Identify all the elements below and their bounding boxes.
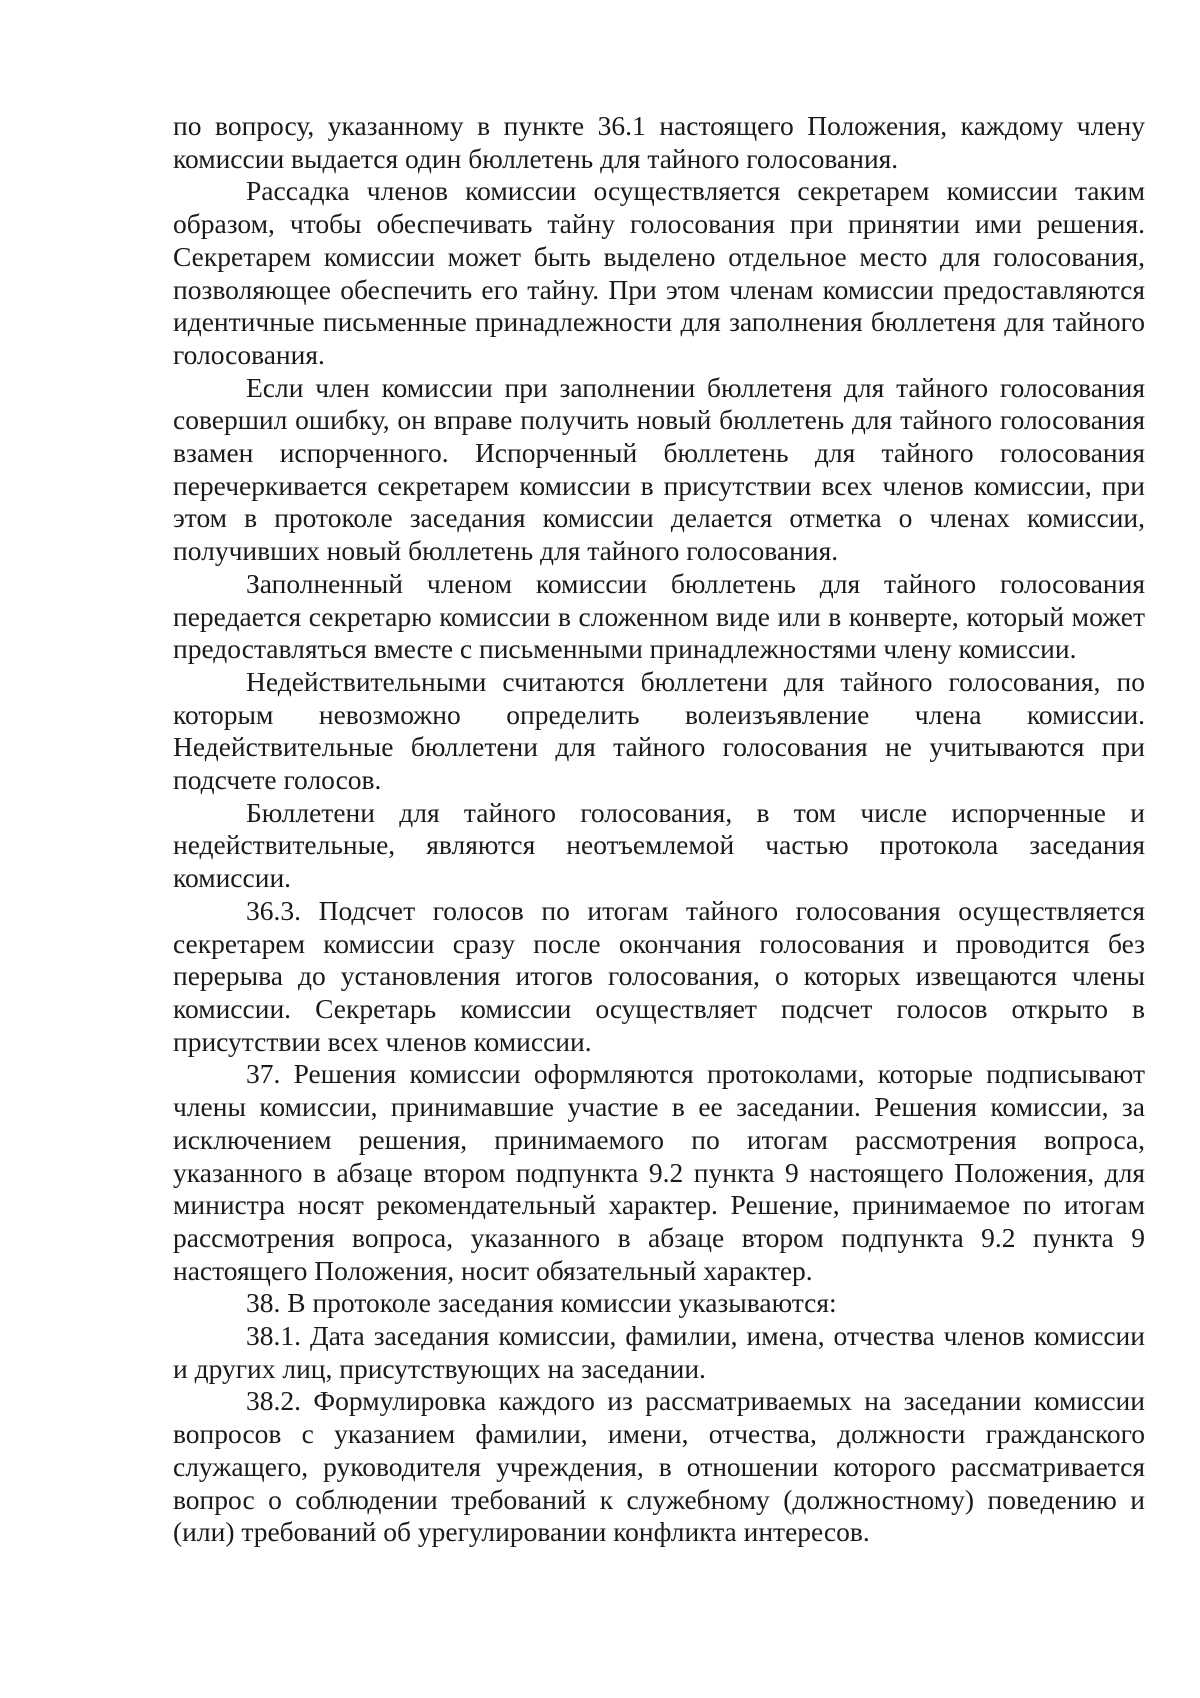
- paragraph-38-2: 38.2. Формулировка каждого из рассматриваемых на заседании комиссии вопросов с указанием фамилии, имени, отчества, должности гражданского служащего, руководителя учреждения, в отношении которого рассматривается вопрос о соблюдении требований к служебному (должностному) поведению и (или) требований об урегулировании конфликта интересов.: [173, 1385, 1145, 1548]
- document-page: [173, 110, 1145, 1549]
- paragraph-invalid-ballots: Недействительными считаются бюллетени для тайного голосования, по которым невозможно определить волеизъявление члена комиссии. Недействительные бюллетени для тайного голосования не учитываются при подсчете голосов.: [173, 665, 1145, 796]
- paragraph-37: 37. Решения комиссии оформляются протоколами, которые подписывают члены комиссии, принимавшие участие в ее заседании. Решения комиссии, за исключением решения, принимаемого по итогам рассмотрения вопроса, указанного в абзаце втором подпункта 9.2 пункта 9 настоящего Положения, для министра носят рекомендательный характер. Решение, принимаемое по итогам рассмотрения вопроса, указанного в абзаце втором подпункта 9.2 пункта 9 настоящего Положения, носит обязательный характер.: [173, 1058, 1145, 1286]
- paragraph-36-3: 36.3. Подсчет голосов по итогам тайного голосования осуществляется секретарем комиссии сразу после окончания голосования и проводится без перерыва до установления итогов голосования, о которых извещаются члены комиссии. Секретарь комиссии осуществляет подсчет голосов открыто в присутствии всех членов комиссии.: [173, 894, 1145, 1057]
- paragraph-filled-ballot: Заполненный членом комиссии бюллетень для тайного голосования передается секретарю комиссии в сложенном виде или в конверте, который может предоставляться вместе с письменными принадлежностями члену комиссии.: [173, 567, 1145, 665]
- paragraph-continuation: по вопросу, указанному в пункте 36.1 настоящего Положения, каждому члену комиссии выдается один бюллетень для тайного голосования.: [173, 110, 1145, 174]
- paragraph-38: 38. В протоколе заседания комиссии указываются:: [246, 1287, 837, 1319]
- paragraph-ballots-protocol: Бюллетени для тайного голосования, в том числе испорченные и недействительные, являются неотъемлемой частью протокола заседания комиссии.: [173, 796, 1145, 894]
- paragraph-spoiled-ballot: Если член комиссии при заполнении бюллетеня для тайного голосования совершил ошибку, он вправе получить новый бюллетень для тайного голосования взамен испорченного. Испорченный бюллетень для тайного голосования перечеркивается секретарем комиссии в присутствии всех членов комиссии, при этом в протоколе заседания комиссии делается отметка о членах комиссии, получивших новый бюллетень для тайного голосования.: [173, 371, 1145, 567]
- paragraph-seating: Рассадка членов комиссии осуществляется секретарем комиссии таким образом, чтобы обеспечивать тайну голосования при принятии ими решения. Секретарем комиссии может быть выделено отдельное место для голосования, позволяющее обеспечить его тайну. При этом членам комиссии предоставляются идентичные письменные принадлежности для заполнения бюллетеня для тайного голосования.: [173, 175, 1145, 370]
- paragraph-38-1: 38.1. Дата заседания комиссии, фамилии, имена, отчества членов комиссии и других лиц, присутствующих на заседании.: [173, 1320, 1145, 1384]
